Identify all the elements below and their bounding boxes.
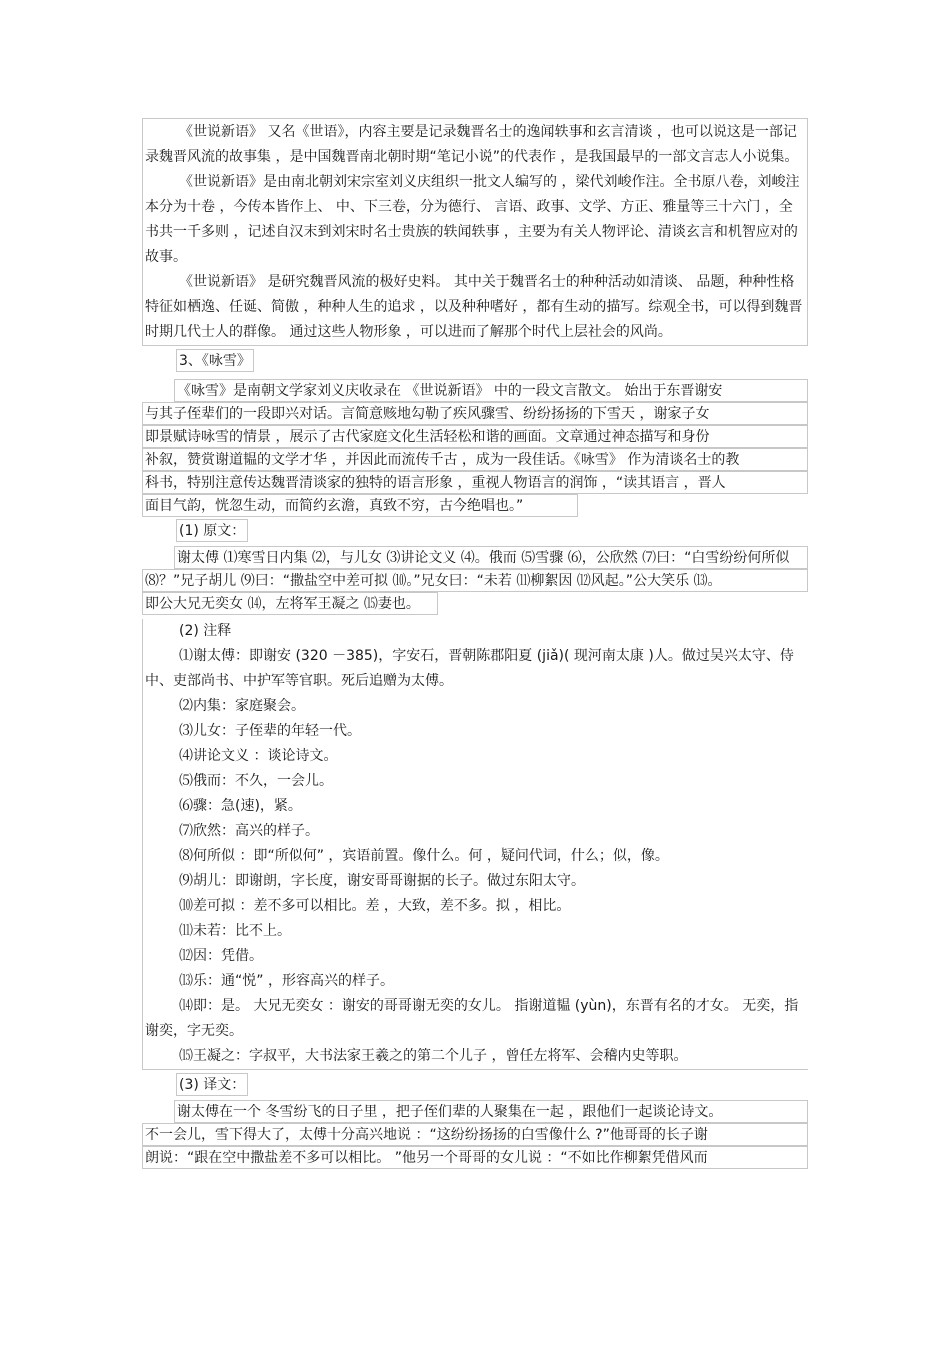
translation-line: 朗说：“跟在空中撒盐差不多可以相比。 ”他另一个哥哥的女儿说 ：“不如比作柳絮凭借风而 bbox=[142, 1146, 808, 1169]
note-item: ⑸俄而：不久，一会儿。 bbox=[179, 773, 333, 789]
desc-line: 与其子侄辈们的一段即兴对话。言简意赅地勾勒了疾风骤雪、纷纷扬扬的下雪天 ，谢家子女 bbox=[142, 402, 808, 425]
desc-line: 科书，特别注意传达魏晋清谈家的独特的语言形象 ，重视人物语言的润饰 ，“读其语言 ，晋人 bbox=[142, 471, 808, 494]
notes-section bbox=[142, 619, 808, 1070]
section3-description bbox=[142, 379, 808, 517]
notes-heading: (2) 注释 bbox=[179, 623, 232, 639]
original-line: ⑻？”兄子胡儿 ⑼曰：“撒盐空中差可拟 ⑽。”兄女曰：“未若 ⑾柳絮因 ⑿风起。”公大笑乐 ⒀。 bbox=[142, 569, 808, 592]
intro-paragraph-2: 《世说新语》是由南北朝刘宋宗室刘义庆组织一批文人编写的 ，梁代刘峻作注。全书原八卷，刘峻注本分为十卷 ，今传本皆作上、 中、下三卷，分为德行、 言语、政事、文学、方正、雅量等三十六门 ，全书共一千多则 ，记述自汉末到刘宋时名士贵族的轶闻轶事 ，主要为有关人物评论、清谈玄言和机智应对的故事。 bbox=[145, 174, 800, 265]
desc-line: 《咏雪》是南朝文学家刘义庆收录在 《世说新语》 中的一段文言散文。 始出于东晋谢安 bbox=[174, 379, 808, 402]
translation-text bbox=[142, 1100, 808, 1169]
note-item: ⑻何所似 ：即“所似何” ，宾语前置。像什么。何 ，疑问代词，什么；似，像。 bbox=[179, 848, 669, 864]
original-line: 即公大兄无奕女 ⒁，左将军王凝之 ⒂妻也。 bbox=[142, 592, 438, 615]
note-item: ⑵内集：家庭聚会。 bbox=[179, 698, 305, 714]
note-item: ⑼胡儿：即谢朗，字长度，谢安哥哥谢据的长子。做过东阳太守。 bbox=[179, 873, 585, 889]
note-item: ⑺欣然：高兴的样子。 bbox=[179, 823, 319, 839]
note-item: ⒂王凝之：字叔平，大书法家王羲之的第二个儿子 ，曾任左将军、会稽内史等职。 bbox=[179, 1048, 688, 1064]
original-text bbox=[142, 546, 808, 615]
note-item: ⑿因：凭借。 bbox=[179, 948, 263, 964]
note-item: ⑽差可拟 ：差不多可以相比。差 ，大致，差不多。拟 ，相比。 bbox=[179, 898, 571, 914]
translation-line: 谢太傅在一个 冬雪纷飞的日子里 ，把子侄们辈的人聚集在一起 ，跟他们一起谈论诗文。 bbox=[174, 1100, 808, 1123]
translation-line: 不一会儿，雪下得大了，太傅十分高兴地说 ：“这纷纷扬扬的白雪像什么 ?”他哥哥的长子谢 bbox=[142, 1123, 808, 1146]
original-heading: (1) 原文： bbox=[176, 519, 248, 542]
intro-section bbox=[142, 118, 808, 346]
note-item: ⑹骤：急(速)，紧。 bbox=[179, 798, 302, 814]
note-item: ⑾未若：比不上。 bbox=[179, 923, 291, 939]
note-item: ⑷讲论文义 ：谈论诗文。 bbox=[179, 748, 338, 764]
document-page bbox=[142, 118, 808, 1169]
note-item: ⒁即：是。 大兄无奕女 ：谢安的哥哥谢无奕的女儿。 指谢道韫 (yùn)，东晋有名的才女。 无奕，指谢奕，字无奕。 bbox=[145, 998, 799, 1039]
note-item: ⒀乐：通“悦” ，形容高兴的样子。 bbox=[179, 973, 394, 989]
intro-paragraph-1: 《世说新语》 又名《世语》，内容主要是记录魏晋名士的逸闻轶事和玄言清谈 ，也可以说这是一部记录魏晋风流的故事集 ，是中国魏晋南北朝时期“笔记小说”的代表作 ，是我国最早的一部文言志人小说集。 bbox=[145, 124, 799, 165]
note-item: ⑶儿女：子侄辈的年轻一代。 bbox=[179, 723, 361, 739]
intro-paragraph-3: 《世说新语》 是研究魏晋风流的极好史料。 其中关于魏晋名士的种种活动如清谈、 品题，种种性格特征如栖逸、任诞、简傲 ，种种人生的追求 ，以及种种嗜好 ，都有生动的描写。综观全书，可以得到魏晋时期几代士人的群像。 通过这些人物形象 ，可以进而了解那个时代上层社会的风尚。 bbox=[145, 274, 803, 340]
original-line: 谢太傅 ⑴寒雪日内集 ⑵，与儿女 ⑶讲论文义 ⑷。俄而 ⑸雪骤 ⑹，公欣然 ⑺曰：“白雪纷纷何所似 bbox=[174, 546, 808, 569]
desc-line: 面目气韵，恍忽生动，而简约玄澹，真致不穷，古今绝唱也。” bbox=[142, 494, 578, 517]
desc-line: 即景赋诗咏雪的情景 ，展示了古代家庭文化生活轻松和谐的画面。文章通过神态描写和身份 bbox=[142, 425, 808, 448]
note-item: ⑴谢太傅：即谢安 (320 －385)，字安石，晋朝陈郡阳夏 (jiǎ)( 现河南太康 )人。做过吴兴太守、侍中、吏部尚书、中护军等官职。死后追赠为太傅。 bbox=[145, 648, 794, 689]
translation-heading: (3) 译文： bbox=[176, 1073, 248, 1096]
desc-line: 补叙，赞赏谢道韫的文学才华 ，并因此而流传千古 ，成为一段佳话。《咏雪》 作为清谈名士的教 bbox=[142, 448, 808, 471]
section3-heading: 3、《咏雪》 bbox=[176, 349, 254, 372]
